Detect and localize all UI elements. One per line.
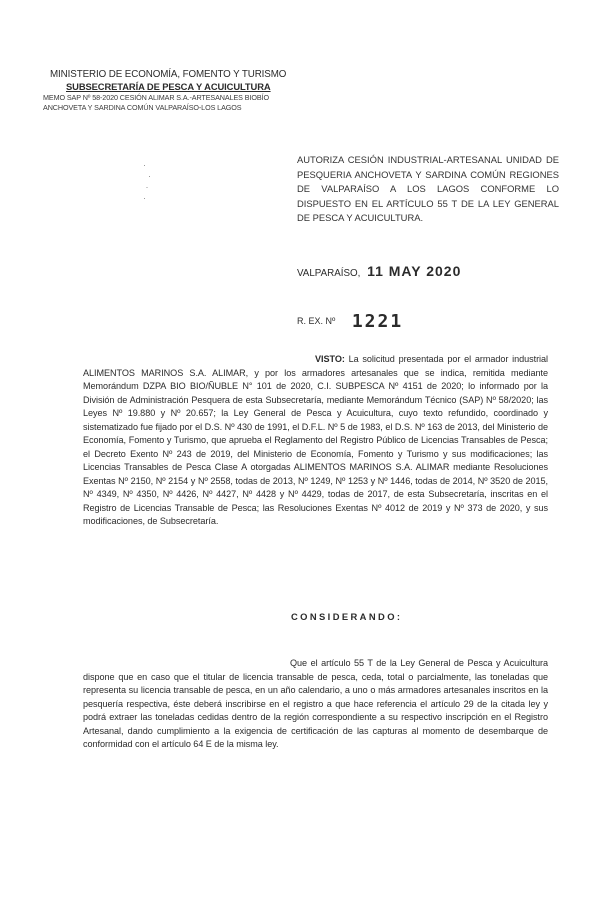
stamped-date: 11 MAY 2020: [367, 263, 462, 279]
ministry-name: MINISTERIO DE ECONOMÍA, FOMENTO Y TURISMO: [50, 69, 287, 80]
visto-heading: VISTO:: [315, 354, 345, 364]
resolution-number: [297, 308, 404, 332]
place: VALPARAÍSO,: [297, 268, 361, 279]
letterhead: [40, 69, 290, 113]
considerando-heading: CONSIDERANDO:: [291, 611, 403, 622]
place-and-date: [297, 263, 461, 279]
considerando-section: [83, 657, 548, 752]
rex-label: R. EX. Nº: [297, 316, 336, 326]
scan-specks: · · · ·: [143, 160, 151, 203]
memo-reference-line-1: MEMO SAP Nº 58-2020 CESIÓN ALIMAR S.A.-ARTESANALES BIOBÍO: [43, 93, 269, 102]
considerando-paragraph: Que el artículo 55 T de la Ley General de Pesca y Acuicultura dispone que en caso que el titular de licencia transable de pesca, ceda, total o parcialmente, las toneladas que representa su licencia transable de pesca, en un año calendario, a uno o más armadores artesanales inscritos en la pesquería respectiva, éste deberá inscribirse en el registro a que hace referencia el artículo 29 de la citada ley y podrá extraer las toneladas cedidas dentro de la región correspondiente a su respectivo inscripción en el Registro Artesanal, dando cumplimiento a la exigencia de certificación de las capturas al momento de desembarque de conformidad con el artículo 64 E de la misma ley.: [83, 658, 548, 749]
subsecretaria-name: SUBSECRETARÍA DE PESCA Y ACUICULTURA: [66, 81, 271, 92]
resolution-subject: AUTORIZA CESIÓN INDUSTRIAL-ARTESANAL UNIDAD DE PESQUERIA ANCHOVETA Y SARDINA COMÚN REGIONES DE VALPARAÍSO A LOS LAGOS CONFORME LO DISPUESTO EN EL ARTÍCULO 55 T DE LA LEY GENERAL DE PESCA Y ACUICULTURA.: [297, 154, 559, 224]
visto-text: La solicitud presentada por el armador industrial ALIMENTOS MARINOS S.A. ALIMAR, y por los armadores artesanales que se indica, remitida mediante Memorándum DZPA BIO BIO/ÑUBLE N° 101 de 2020, C.I. SUBPESCA Nº 4151 de 2020; lo informado por la División de Administración Pesquera de esta Subsecretaría, mediante Memorándum Técnico (SAP) Nº 58/2020; las Leyes Nº 19.880 y Nº 20.657; la Ley General de Pesca y Acuicultura, cuyo texto refundido, coordinado y sistematizado fue fijado por el D.S. Nº 430 de 1991, el D.F.L. Nº 5 de 1983, el D.S. Nº 163 de 2013, del Ministerio de Economía, Fomento y Turismo, que aprueba el Reglamento del Registro Público de Licencias Transables de Pesca; el Decreto Exento Nº 243 de 2019, del Ministerio de Economía, Fomento y Turismo y sus modificaciones; las Licencias Transables de Pesca Clase A otorgadas ALIMENTOS MARINOS S.A. ALIMAR mediante Resoluciones Exentas Nº 2150, Nº 2154 y Nº 2558, todas de 2013, Nº 1249, Nº 1253 y Nº 1446, todas de 2014, Nº 3520 de 2015, Nº 4349, Nº 4350, Nº 4426, Nº 4427, Nº 4428 y Nº 4429, todas de 2017, de esta Subsecretaría, inscritas en el Registro de Licencias Transable de Pesca; las Resoluciones Exentas Nº 4012 de 2019 y Nº 373 de 2020, y sus modificaciones, de Subsecretaría.: [83, 354, 548, 526]
rex-number: 1221: [351, 311, 404, 332]
visto-section: [83, 353, 548, 529]
visto-paragraph: [83, 353, 548, 529]
memo-reference-line-2: ANCHOVETA Y SARDINA COMÚN VALPARAÍSO-LOS LAGOS: [43, 103, 242, 112]
